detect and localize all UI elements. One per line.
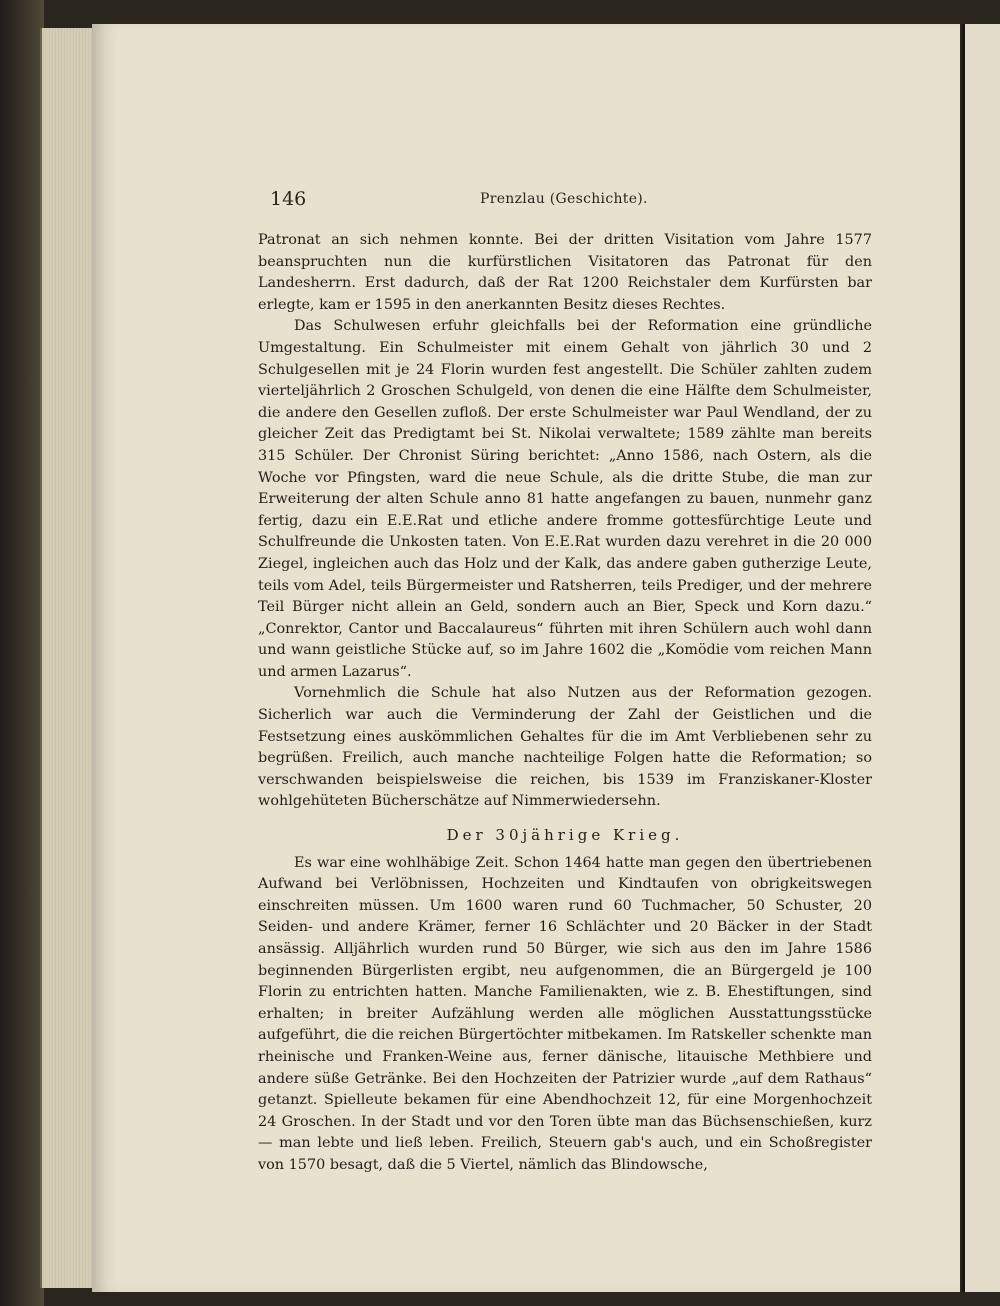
page-edges (40, 28, 100, 1288)
paragraph-schulwesen: Das Schulwesen erfuhr gleichfalls bei der Reformation eine gründliche Umgestaltung. Ein Schulmeister mit einem Gehalt von jährlich 30 und 2 Schulgesellen mit je 24 Florin wurden fest angestellt. Die Schüler zahlten zudem vierteljährlich 2 Groschen Schulgeld, von denen die eine Hälfte dem Schulmeister, die andere den Gesellen zufloß. Der erste Schulmeister war Paul Wendland, der zu gleicher Zeit das Predigtamt bei St. Nikolai verwaltete; 1589 zählte man bereits 315 Schüler. Der Chronist Süring berichtet: „Anno 1586, nach Ostern, als die Woche vor Pfingsten, ward die neue Schule, als die dritte Stube, die man zur Erweiterung der alten Schule anno 81 hatte angefangen zu bauen, nunmehr ganz fertig, dazu ein E.E.Rat und etliche andere fromme gottesfürchtige Leute und Schulfreunde die Unkosten taten. Von E.E.Rat wurden dazu verehret in die 20 000 Ziegel, ingleichen auch das Holz und der Kalk, das andere gaben gutherzige Leute, teils vom Adel, teils Bürgermeister und Ratsherren, teils Prediger, und der mehrere Teil Bürger nicht allein an Geld, sondern auch an Bier, Speck und Korn dazu.“ „Conrektor, Cantor und Baccalaureus“ führten mit ihren Schülern auch wohl dann und wann geistliche Stücke auf, so im Jahre 1602 die „Komödie vom reichen Mann und armen Lazarus“. (258, 318, 872, 680)
page-header (270, 188, 870, 218)
page-number: 146 (270, 188, 307, 210)
adjacent-page-edge (962, 24, 1000, 1292)
paragraph-patronat: Patronat an sich nehmen konnte. Bei der dritten Visitation vom Jahre 1577 beanspruchten nun die kurfürstlichen Visitatoren das Patronat für den Landesherrn. Erst dadurch, daß der Rat 1200 Reichstaler dem Kurfürsten bar erlegte, kam er 1595 in den anerkannten Besitz dieses Rechtes. (258, 232, 872, 313)
book-spine (0, 0, 44, 1306)
section-heading: Der 30jährige Krieg. (446, 826, 684, 845)
running-title: Prenzlau (Geschichte). (480, 191, 648, 207)
paragraph-schule-nutzen: Vornehmlich die Schule hat also Nutzen aus der Reformation gezogen. Sicherlich war auch die Verminderung der Zahl der Geistlichen und die Festsetzung eines auskömmlichen Gehaltes für die im Amt Verbliebenen sehr zu begrüßen. Freilich, auch manche nachteilige Folgen hatte die Reformation; so verschwanden beispielsweise die reichen, bis 1539 im Franziskaner-Kloster wohlgehüteten Bücherschätze auf Nimmerwiedersehn. (258, 685, 872, 810)
paragraph-wohlhabige-zeit: Es war eine wohlhäbige Zeit. Schon 1464 hatte man gegen den übertriebenen Aufwand bei Verlöbnissen, Hochzeiten und Kindtaufen von obrigkeitswegen einschreiten müssen. Um 1600 waren rund 60 Tuchmacher, 50 Schuster, 20 Seiden- und andere Krämer, ferner 16 Schlächter und 20 Bäcker in der Stadt ansässig. Alljährlich wurden rund 50 Bürger, wie sich aus den im Jahre 1586 beginnenden Bürgerlisten ergibt, neu aufgenommen, die an Bürgergeld je 100 Florin zu entrichten hatten. Manche Familienakten, wie z. B. Ehestiftungen, sind erhalten; in breiter Aufzählung werden alle möglichen Ausstattungsstücke aufgeführt, die die reichen Bürgertöchter mitbekamen. Im Ratskeller schenkte man rheinische und Franken-Weine aus, ferner dänische, litauische Methbiere und andere süße Getränke. Bei den Hochzeiten der Patrizier wurde „auf dem Rathaus“ getanzt. Spielleute bekamen für eine Abendhochzeit 12, für eine Morgenhochzeit 24 Groschen. In der Stadt und vor den Toren übte man das Büchsenschießen, kurz — man lebte und ließ leben. Freilich, Steuern gab's auch, und ein Schoßregister von 1570 besagt, daß die 5 Viertel, nämlich das Blindowsche, (258, 854, 872, 1173)
body-text (258, 230, 872, 1177)
